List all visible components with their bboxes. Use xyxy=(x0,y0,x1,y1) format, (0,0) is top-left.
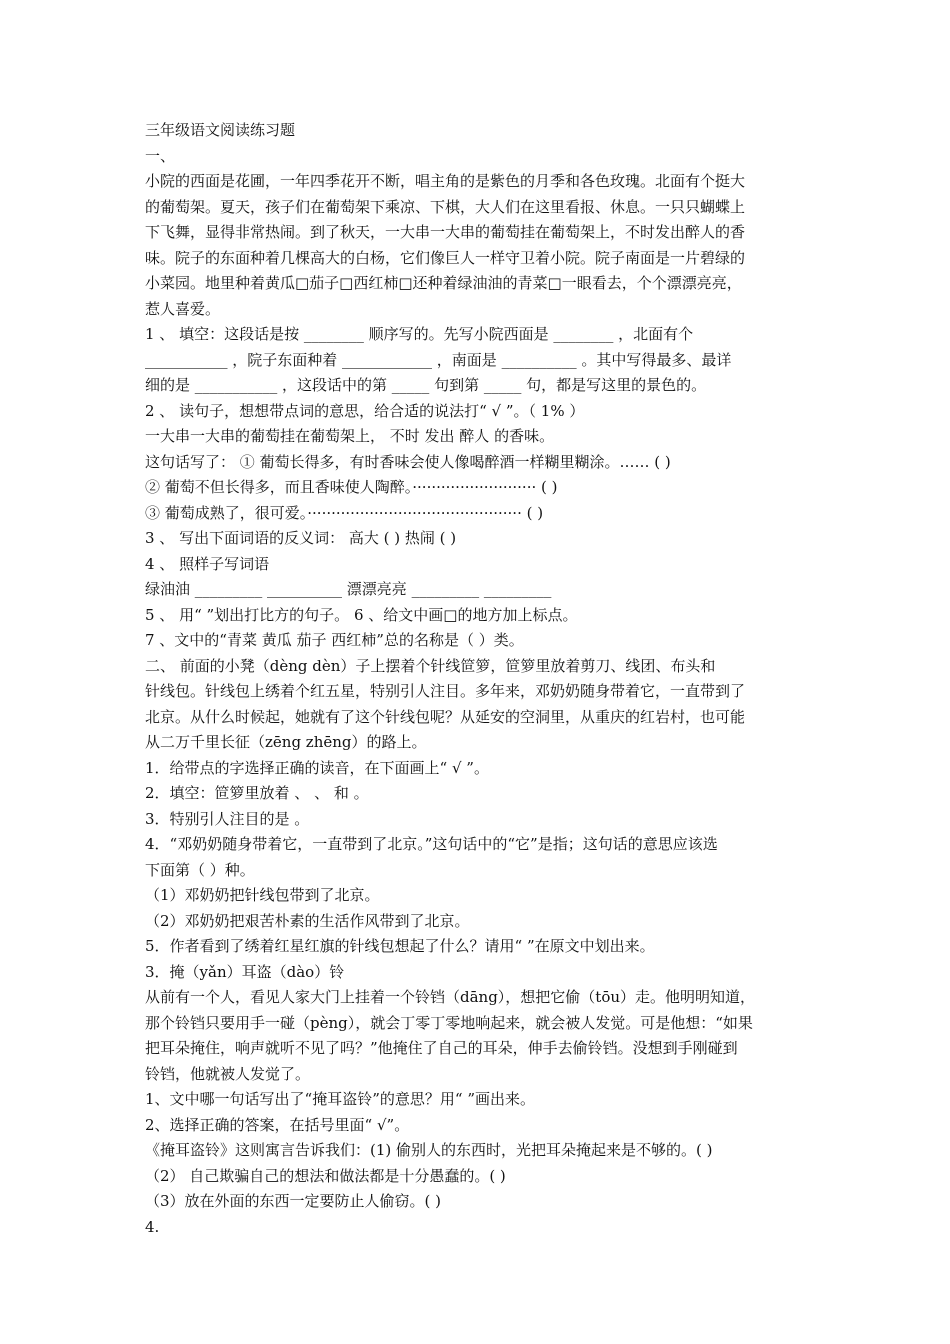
text-line: 4．“邓奶奶随身带着它，一直带到了北京。”这句话中的“它”是指；这句话的意思应该选 xyxy=(145,835,718,853)
text-line: ③ 葡萄成熟了，很可爱。············································· ( ) xyxy=(145,503,544,522)
text-line: 味。院子的东面种着几棵高大的白杨，它们像巨人一样守卫着小院。院子南面是一片碧绿的 xyxy=(145,248,746,267)
text-line: 下飞舞，显得非常热闹。到了秋天，一大串一大串的葡萄挂在葡萄架上，不时发出醉人的香 xyxy=(145,223,746,241)
text-line: 《掩耳盗铃》这则寓言告诉我们：(1) 偷别人的东西时，光把耳朵掩起来是不够的。( ) xyxy=(145,1141,713,1159)
document-page xyxy=(145,118,815,1240)
text-line: 一大串一大串的葡萄挂在葡萄架上， 不时 发出 醉人 的香味。 xyxy=(145,427,555,445)
text-line: 小菜园。地里种着黄瓜□茄子□西红柿□还种着绿油油的青菜□一眼看去，个个漂漂亮亮， xyxy=(145,274,742,292)
text-line: 3．特别引人注目的是 。 xyxy=(145,809,310,828)
text-line: 小院的西面是花圃，一年四季花开不断，唱主角的是紫色的月季和各色玫瑰。北面有个挺大 xyxy=(145,172,746,190)
text-line: 细的是 ___________ ，这段话中的第 _____ 句到第 _____ 句，都是写这里的景色的。 xyxy=(145,376,707,394)
text-line: 4 、 照样子写词语 xyxy=(145,554,270,573)
text-line: 这句话写了： ① 葡萄长得多，有时香味会使人像喝醉酒一样糊里糊涂。…… ( ) xyxy=(145,452,671,471)
text-line: 5 、 用“ ”划出打比方的句子。 6 、给文中画□的地方加上标点。 xyxy=(145,605,578,624)
text-line: 1、文中哪一句话写出了“掩耳盗铃”的意思？用“ ”画出来。 xyxy=(145,1090,535,1108)
text-line: 2．填空：笸箩里放着 、 、 和 。 xyxy=(145,784,369,802)
text-line: 1 、 填空：这段话是按 ________ 顺序写的。先写小院西面是 ________ ，北面有个 xyxy=(145,325,694,343)
text-line: 北京。从什么时候起，她就有了这个针线包呢？从延安的空洞里，从重庆的红岩村，也可能 xyxy=(145,707,746,726)
text-line: 铃铛，他就被人发觉了。 xyxy=(145,1064,311,1083)
text-line: 那个铃铛只要用手一碰（pèng），就会丁零丁零地响起来，就会被人发觉。可是他想：“如果 xyxy=(145,1013,753,1032)
text-line: 5．作者看到了绣着红星红旗的针线包想起了什么？请用“ ”在原文中划出来。 xyxy=(145,937,655,955)
text-line: （1）邓奶奶把针线包带到了北京。 xyxy=(145,886,380,904)
text-line: 把耳朵掩住，响声就听不见了吗？”他掩住了自己的耳朵，伸手去偷铃铛。没想到手刚碰到 xyxy=(145,1039,738,1057)
text-line: 针线包。针线包上绣着个红五星，特别引人注目。多年来，邓奶奶随身带着它，一直带到了 xyxy=(145,682,746,700)
text-line: 的葡萄架。夏天，孩子们在葡萄架下乘凉、下棋，大人们在这里看报、休息。一只只蝴蝶上 xyxy=(145,197,746,216)
text-line: 惹人喜爱。 xyxy=(145,299,221,318)
text-line: 2、选择正确的答案，在括号里面“ √”。 xyxy=(145,1115,410,1134)
text-line: 3．掩（yǎn）耳盗（dào）铃 xyxy=(145,962,345,981)
text-line: 从二万千里长征（zēng zhēng）的路上。 xyxy=(145,733,427,751)
text-line: （2）邓奶奶把艰苦朴素的生活作风带到了北京。 xyxy=(145,911,470,930)
text-line: 绿油油 _________ __________ 漂漂亮亮 _________ _________ xyxy=(145,580,552,598)
text-line: 二、 前面的小凳（dèng dèn）子上摆着个针线笸箩，笸箩里放着剪刀、线团、布头和 xyxy=(145,656,716,675)
text-line: ② 葡萄不但长得多，而且香味使人陶醉。·························· ( ) xyxy=(145,478,558,496)
document-body xyxy=(145,144,815,1241)
text-line: （2） 自己欺骗自己的想法和做法都是十分愚蠢的。( ) xyxy=(145,1166,506,1185)
text-line: 7 、文中的“青菜 黄瓜 茄子 西红柿”总的名称是（ ）类。 xyxy=(145,631,524,649)
text-line: 1．给带点的字选择正确的读音，在下面画上“ √ ”。 xyxy=(145,758,489,777)
text-line: 从前有一个人，看见人家大门上挂着一个铃铛（dāng），想把它偷（tōu）走。他明明知道， xyxy=(145,988,756,1006)
text-line: 4. xyxy=(145,1217,160,1236)
document-title: 三年级语文阅读练习题 xyxy=(145,121,296,139)
text-line: （3）放在外面的东西一定要防止人偷窃。( ) xyxy=(145,1192,442,1210)
text-line: 3 、 写出下面词语的反义词： 高大 ( ) 热闹 ( ) xyxy=(145,529,457,547)
text-line: 一、 xyxy=(145,146,176,165)
text-line: 下面第（ ）种。 xyxy=(145,860,255,879)
text-line: ___________ ，院子东面种着 ____________ ，南面是 __________ 。其中写得最多、最详 xyxy=(145,350,732,369)
text-line: 2 、 读句子，想想带点词的意思，给合适的说法打“ √ ”。（ 1% ） xyxy=(145,401,585,420)
